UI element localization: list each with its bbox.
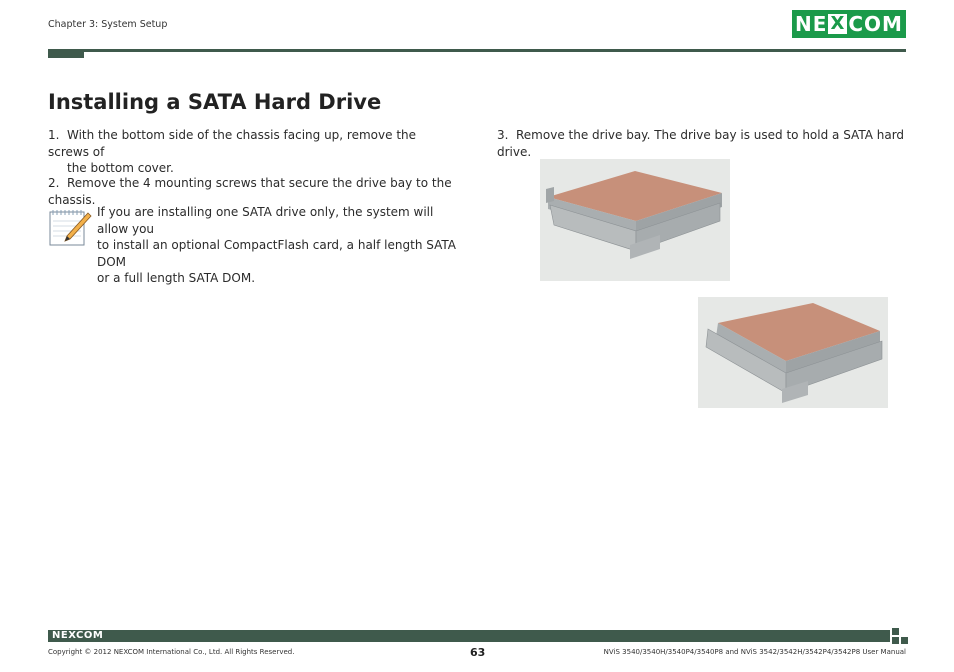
page-number: 63 [470,646,486,659]
note-text [97,204,462,287]
step-number: 1. [48,128,60,142]
header-rule [84,49,906,52]
step-text: Remove the 4 mounting screws that secure the drive bay to the chassis. [48,176,452,207]
manual-title: NViS 3540/3540H/3540P4/3540P8 and NViS 3542/3542H/3542P4/3542P8 User Manual [603,648,906,656]
chapter-header: Chapter 3: System Setup [48,19,168,30]
footer-logo: NEXCOM [52,630,104,641]
header-rule-tab [48,49,84,58]
nexcom-logo: NE X COM [792,10,906,38]
step-1 [48,127,458,177]
footer-bar [48,630,890,642]
copyright: Copyright © 2012 NEXCOM International Co., Ltd. All Rights Reserved. [48,648,295,656]
page-title: Installing a SATA Hard Drive [48,90,382,114]
note-line: If you are installing one SATA drive only, the system will allow you [97,205,434,236]
note-line: or a full length SATA DOM. [97,271,256,285]
footer-squares-icon [892,628,908,644]
step-number: 2. [48,176,60,190]
note-line: to install an optional CompactFlash card, a half length SATA DOM [97,238,456,269]
step-number: 3. [497,128,509,142]
step-text: Remove the drive bay. The drive bay is used to hold a SATA hard drive. [497,128,905,159]
drive-bay-photo-2 [698,297,888,408]
notepad-pencil-icon [48,207,92,247]
step-3 [497,127,917,160]
drive-bay-photo-1 [540,159,730,281]
step-text: With the bottom side of the chassis facing up, remove the screws of [48,128,417,159]
step-text-continued: the bottom cover. [67,161,174,175]
